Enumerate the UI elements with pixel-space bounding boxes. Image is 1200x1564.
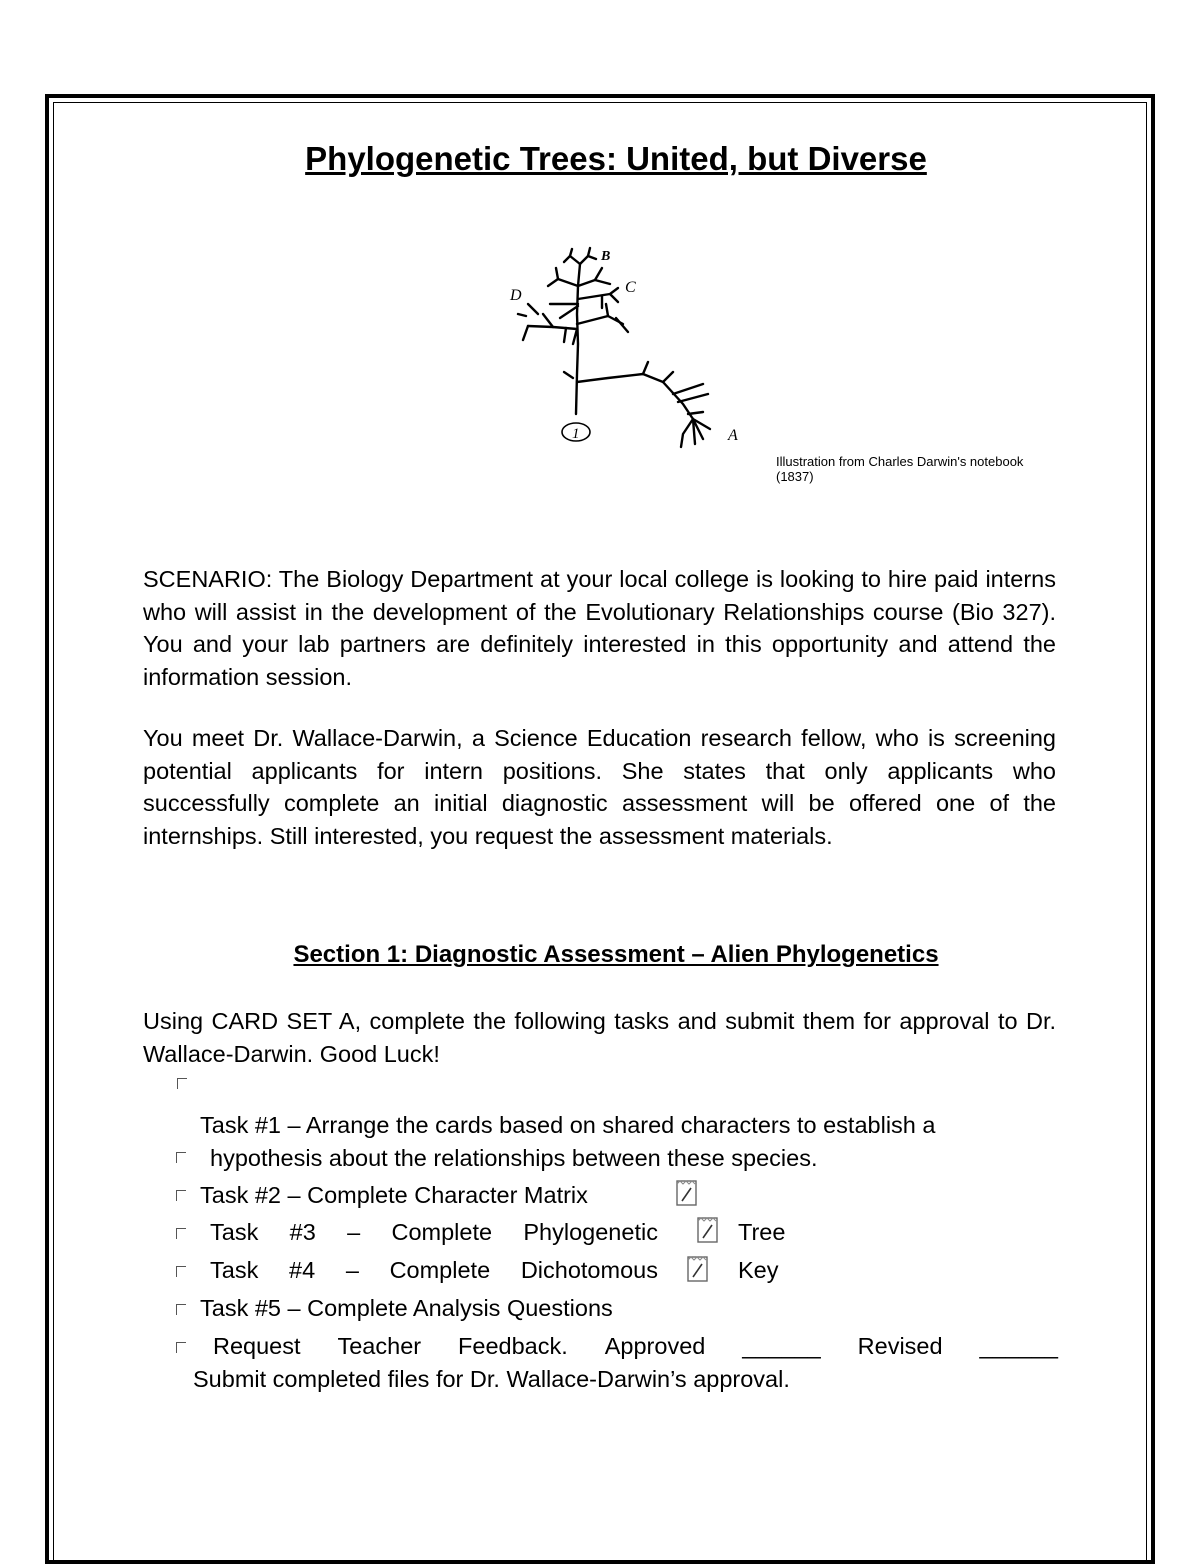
submit-line: Submit completed files for Dr. Wallace-Darwin’s approval. bbox=[193, 1366, 790, 1392]
feedback-word-2: Teacher bbox=[337, 1333, 422, 1359]
task1-line2: hypothesis about the relationships between these species. bbox=[210, 1145, 818, 1171]
tree-label-1: 1 bbox=[572, 426, 580, 442]
checkbox-task1[interactable] bbox=[176, 1152, 186, 1163]
scenario-paragraph: SCENARIO: The Biology Department at your local college is looking to hire paid interns who will assist in the development of the Evolutionary Relationships course (Bio 327). You and your lab partners are definitely interested in this opportunity and attend the information session. bbox=[143, 566, 1056, 690]
tree-label-a: A bbox=[728, 427, 738, 444]
feedback-word-6: Revised bbox=[857, 1333, 943, 1359]
approved-blank[interactable]: ______ bbox=[742, 1333, 821, 1359]
feedback-word-4: Approved bbox=[604, 1333, 706, 1359]
checkbox-task2[interactable] bbox=[176, 1190, 186, 1201]
task3-word-2: #3 bbox=[289, 1219, 316, 1245]
checkbox-blank[interactable] bbox=[177, 1078, 187, 1089]
meeting-paragraph: You meet Dr. Wallace-Darwin, a Science Education research fellow, who is screening potential applicants for intern positions. She states that only applicants who successfully complete an initial diagnostic assessment will be offered one of the internships. Still interested, you request the assessment materials. bbox=[143, 725, 1056, 849]
checkbox-task3[interactable] bbox=[176, 1228, 186, 1239]
checkbox-feedback[interactable] bbox=[176, 1342, 186, 1353]
task5-label: Task #5 – Complete Analysis Questions bbox=[200, 1295, 613, 1321]
task4-label bbox=[210, 1254, 658, 1286]
task3-word-1: Task bbox=[210, 1219, 259, 1245]
document-icon[interactable] bbox=[675, 1179, 699, 1207]
task2-label: Task #2 – Complete Character Matrix bbox=[200, 1182, 588, 1208]
task3-word-4: Complete bbox=[391, 1219, 493, 1245]
task4-word-3: – bbox=[345, 1257, 359, 1283]
task4-word-4: Complete bbox=[389, 1257, 491, 1283]
checkbox-task5[interactable] bbox=[176, 1304, 186, 1315]
document-icon[interactable] bbox=[686, 1255, 710, 1283]
feedback-word-1: Request bbox=[213, 1333, 301, 1359]
task3-word-3: – bbox=[347, 1219, 361, 1245]
section-heading: Section 1: Diagnostic Assessment – Alien Phylogenetics bbox=[293, 941, 939, 968]
page-title: Phylogenetic Trees: United, but Diverse bbox=[305, 140, 927, 177]
revised-blank[interactable]: ______ bbox=[979, 1333, 1058, 1359]
task4-word-1: Task bbox=[210, 1257, 259, 1283]
task3-label bbox=[210, 1216, 658, 1248]
feedback-word-3: Feedback. bbox=[458, 1333, 568, 1359]
task3-tree-word: Tree bbox=[738, 1219, 786, 1245]
document-icon[interactable] bbox=[696, 1216, 720, 1244]
darwin-tree-illustration bbox=[498, 244, 748, 459]
illustration-caption: Illustration from Charles Darwin's notebook (1837) bbox=[776, 454, 1024, 484]
tree-label-d: D bbox=[510, 287, 522, 304]
feedback-label bbox=[213, 1330, 1058, 1362]
task3-word-5: Phylogenetic bbox=[523, 1219, 658, 1245]
task1-line1: Task #1 – Arrange the cards based on shared characters to establish a bbox=[200, 1112, 936, 1138]
tree-label-c: C bbox=[625, 279, 636, 296]
tree-label-b: B bbox=[601, 249, 611, 264]
checkbox-task4[interactable] bbox=[176, 1266, 186, 1277]
task4-key-word: Key bbox=[738, 1257, 779, 1283]
task4-word-5: Dichotomous bbox=[520, 1257, 658, 1283]
instructions-paragraph: Using CARD SET A, complete the following tasks and submit them for approval to Dr. Wallace-Darwin. Good Luck! bbox=[143, 1008, 1056, 1067]
task4-word-2: #4 bbox=[289, 1257, 316, 1283]
